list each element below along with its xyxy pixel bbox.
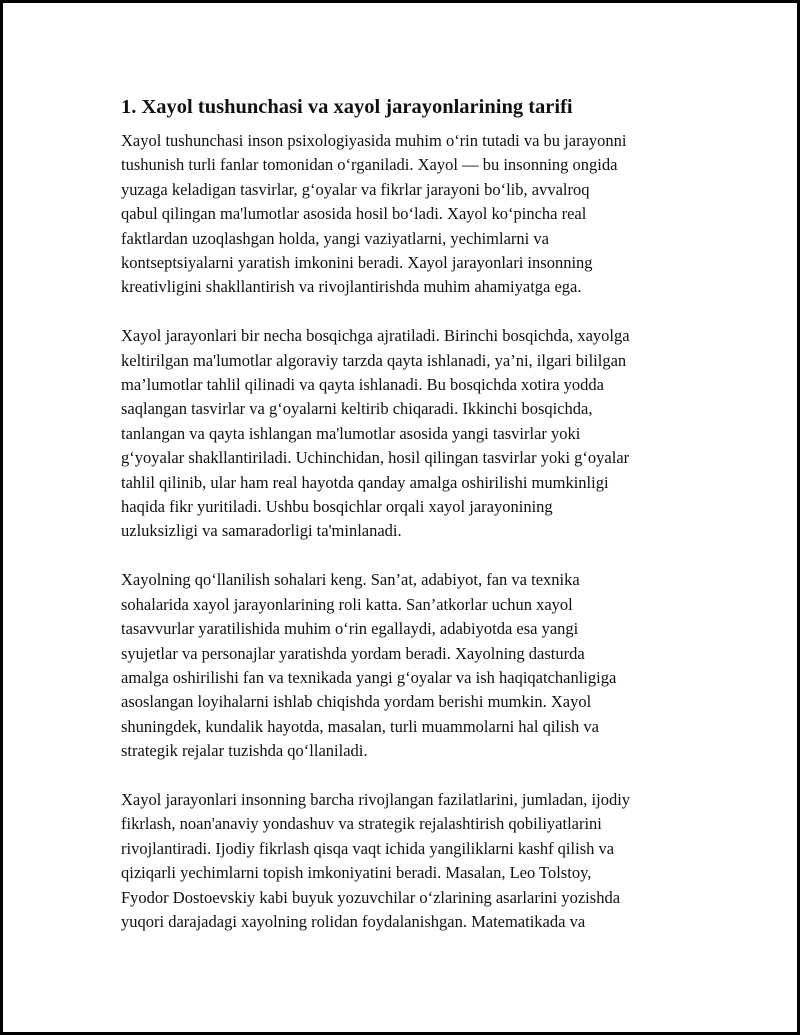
body-paragraph bbox=[121, 788, 693, 934]
text-line: faktlardan uzoqlashgan holda, yangi vaziyatlarni, yechimlarni va bbox=[121, 228, 549, 248]
text-line: g‘yoyalar shakllantiriladi. Uchinchidan, hosil qilingan tasvirlar yoki g‘oyalar bbox=[121, 448, 630, 468]
text-line: yuzaga keladigan tasvirlar, g‘oyalar va fikrlar jarayoni bo‘lib, avvalroq bbox=[121, 179, 590, 199]
text-line: fikrlash, noan'anaviy yondashuv va strategik rejalashtirish qobiliyatlarini bbox=[121, 814, 602, 834]
text-line: qiziqarli yechimlarni topish imkoniyatini beradi. Masalan, Leo Tolstoy, bbox=[121, 863, 592, 883]
section-heading: 1. Xayol tushunchasi va xayol jarayonlarining tarifi bbox=[121, 96, 573, 118]
text-line: rivojlantiradi. Ijodiy fikrlash qisqa vaqt ichida yangiliklarni kashf qilish va bbox=[121, 838, 615, 858]
paragraph-container bbox=[121, 129, 693, 934]
text-line: ma’lumotlar tahlil qilinadi va qayta ishlanadi. Bu bosqichda xotira yodda bbox=[121, 375, 604, 395]
text-line: tushunish turli fanlar tomonidan o‘rganiladi. Xayol — bu insonning ongida bbox=[121, 155, 618, 175]
text-line: yuqori darajadagi xayolning rolidan foydalanishgan. Matematikada va bbox=[121, 911, 586, 931]
text-line: Xayol tushunchasi inson psixologiyasida muhim o‘rin tutadi va bu jarayonni bbox=[121, 131, 627, 150]
text-line: asoslangan loyihalarni ishlab chiqishda yordam berishi mumkin. Xayol bbox=[121, 692, 592, 712]
body-paragraph bbox=[121, 568, 693, 763]
document-body bbox=[121, 93, 693, 959]
text-line: Xayol jarayonlari bir necha bosqichga ajratiladi. Birinchi bosqichda, xayolga bbox=[121, 326, 630, 346]
text-line: kreativligini shakllantirish va rivojlantirishda muhim ahamiyatga ega. bbox=[121, 277, 582, 297]
text-line: Xayolning qo‘llanilish sohalari keng. San’at, adabiyot, fan va texnika bbox=[121, 570, 580, 590]
body-paragraph bbox=[121, 129, 693, 300]
text-line: tanlangan va qayta ishlangan ma'lumotlar asosida yangi tasvirlar yoki bbox=[121, 423, 581, 443]
text-line: strategik rejalar tuzishda qo‘llaniladi. bbox=[121, 741, 368, 761]
text-line: sohalarida xayol jarayonlarining roli katta. San’atkorlar uchun xayol bbox=[121, 594, 573, 614]
text-line: qabul qilingan ma'lumotlar asosida hosil bo‘ladi. Xayol ko‘pincha real bbox=[121, 204, 587, 224]
text-line: shuningdek, kundalik hayotda, masalan, turli muammolarni hal qilish va bbox=[121, 716, 599, 736]
text-line: Fyodor Dostoevskiy kabi buyuk yozuvchilar o‘zlarining asarlarini yozishda bbox=[121, 887, 621, 907]
text-line: tahlil qilinib, ular ham real hayotda qanday amalga oshirilishi mumkinligi bbox=[121, 472, 609, 492]
body-paragraph bbox=[121, 324, 693, 544]
text-line: saqlangan tasvirlar va g‘oyalarni keltirib chiqaradi. Ikkinchi bosqichda, bbox=[121, 399, 593, 419]
text-line: kontseptsiyalarni yaratish imkonini beradi. Xayol jarayonlari insonning bbox=[121, 253, 593, 273]
text-line: uzluksizligi va samaradorligi ta'minlanadi. bbox=[121, 521, 402, 541]
text-line: haqida fikr yuritiladi. Ushbu bosqichlar orqali xayol jarayonining bbox=[121, 497, 553, 517]
text-line: syujetlar va personajlar yaratishda yordam beradi. Xayolning dasturda bbox=[121, 643, 585, 663]
text-line: tasavvurlar yaratilishida muhim o‘rin egallaydi, adabiyotda esa yangi bbox=[121, 619, 579, 639]
text-line: Xayol jarayonlari insonning barcha rivojlangan fazilatlarini, jumladan, ijodiy bbox=[121, 789, 631, 809]
text-line: amalga oshirilishi fan va texnikada yangi g‘oyalar va ish haqiqatchanligiga bbox=[121, 667, 617, 687]
text-line: keltirilgan ma'lumotlar algoraviy tarzda qayta ishlanadi, ya’ni, ilgari bililgan bbox=[121, 350, 627, 370]
